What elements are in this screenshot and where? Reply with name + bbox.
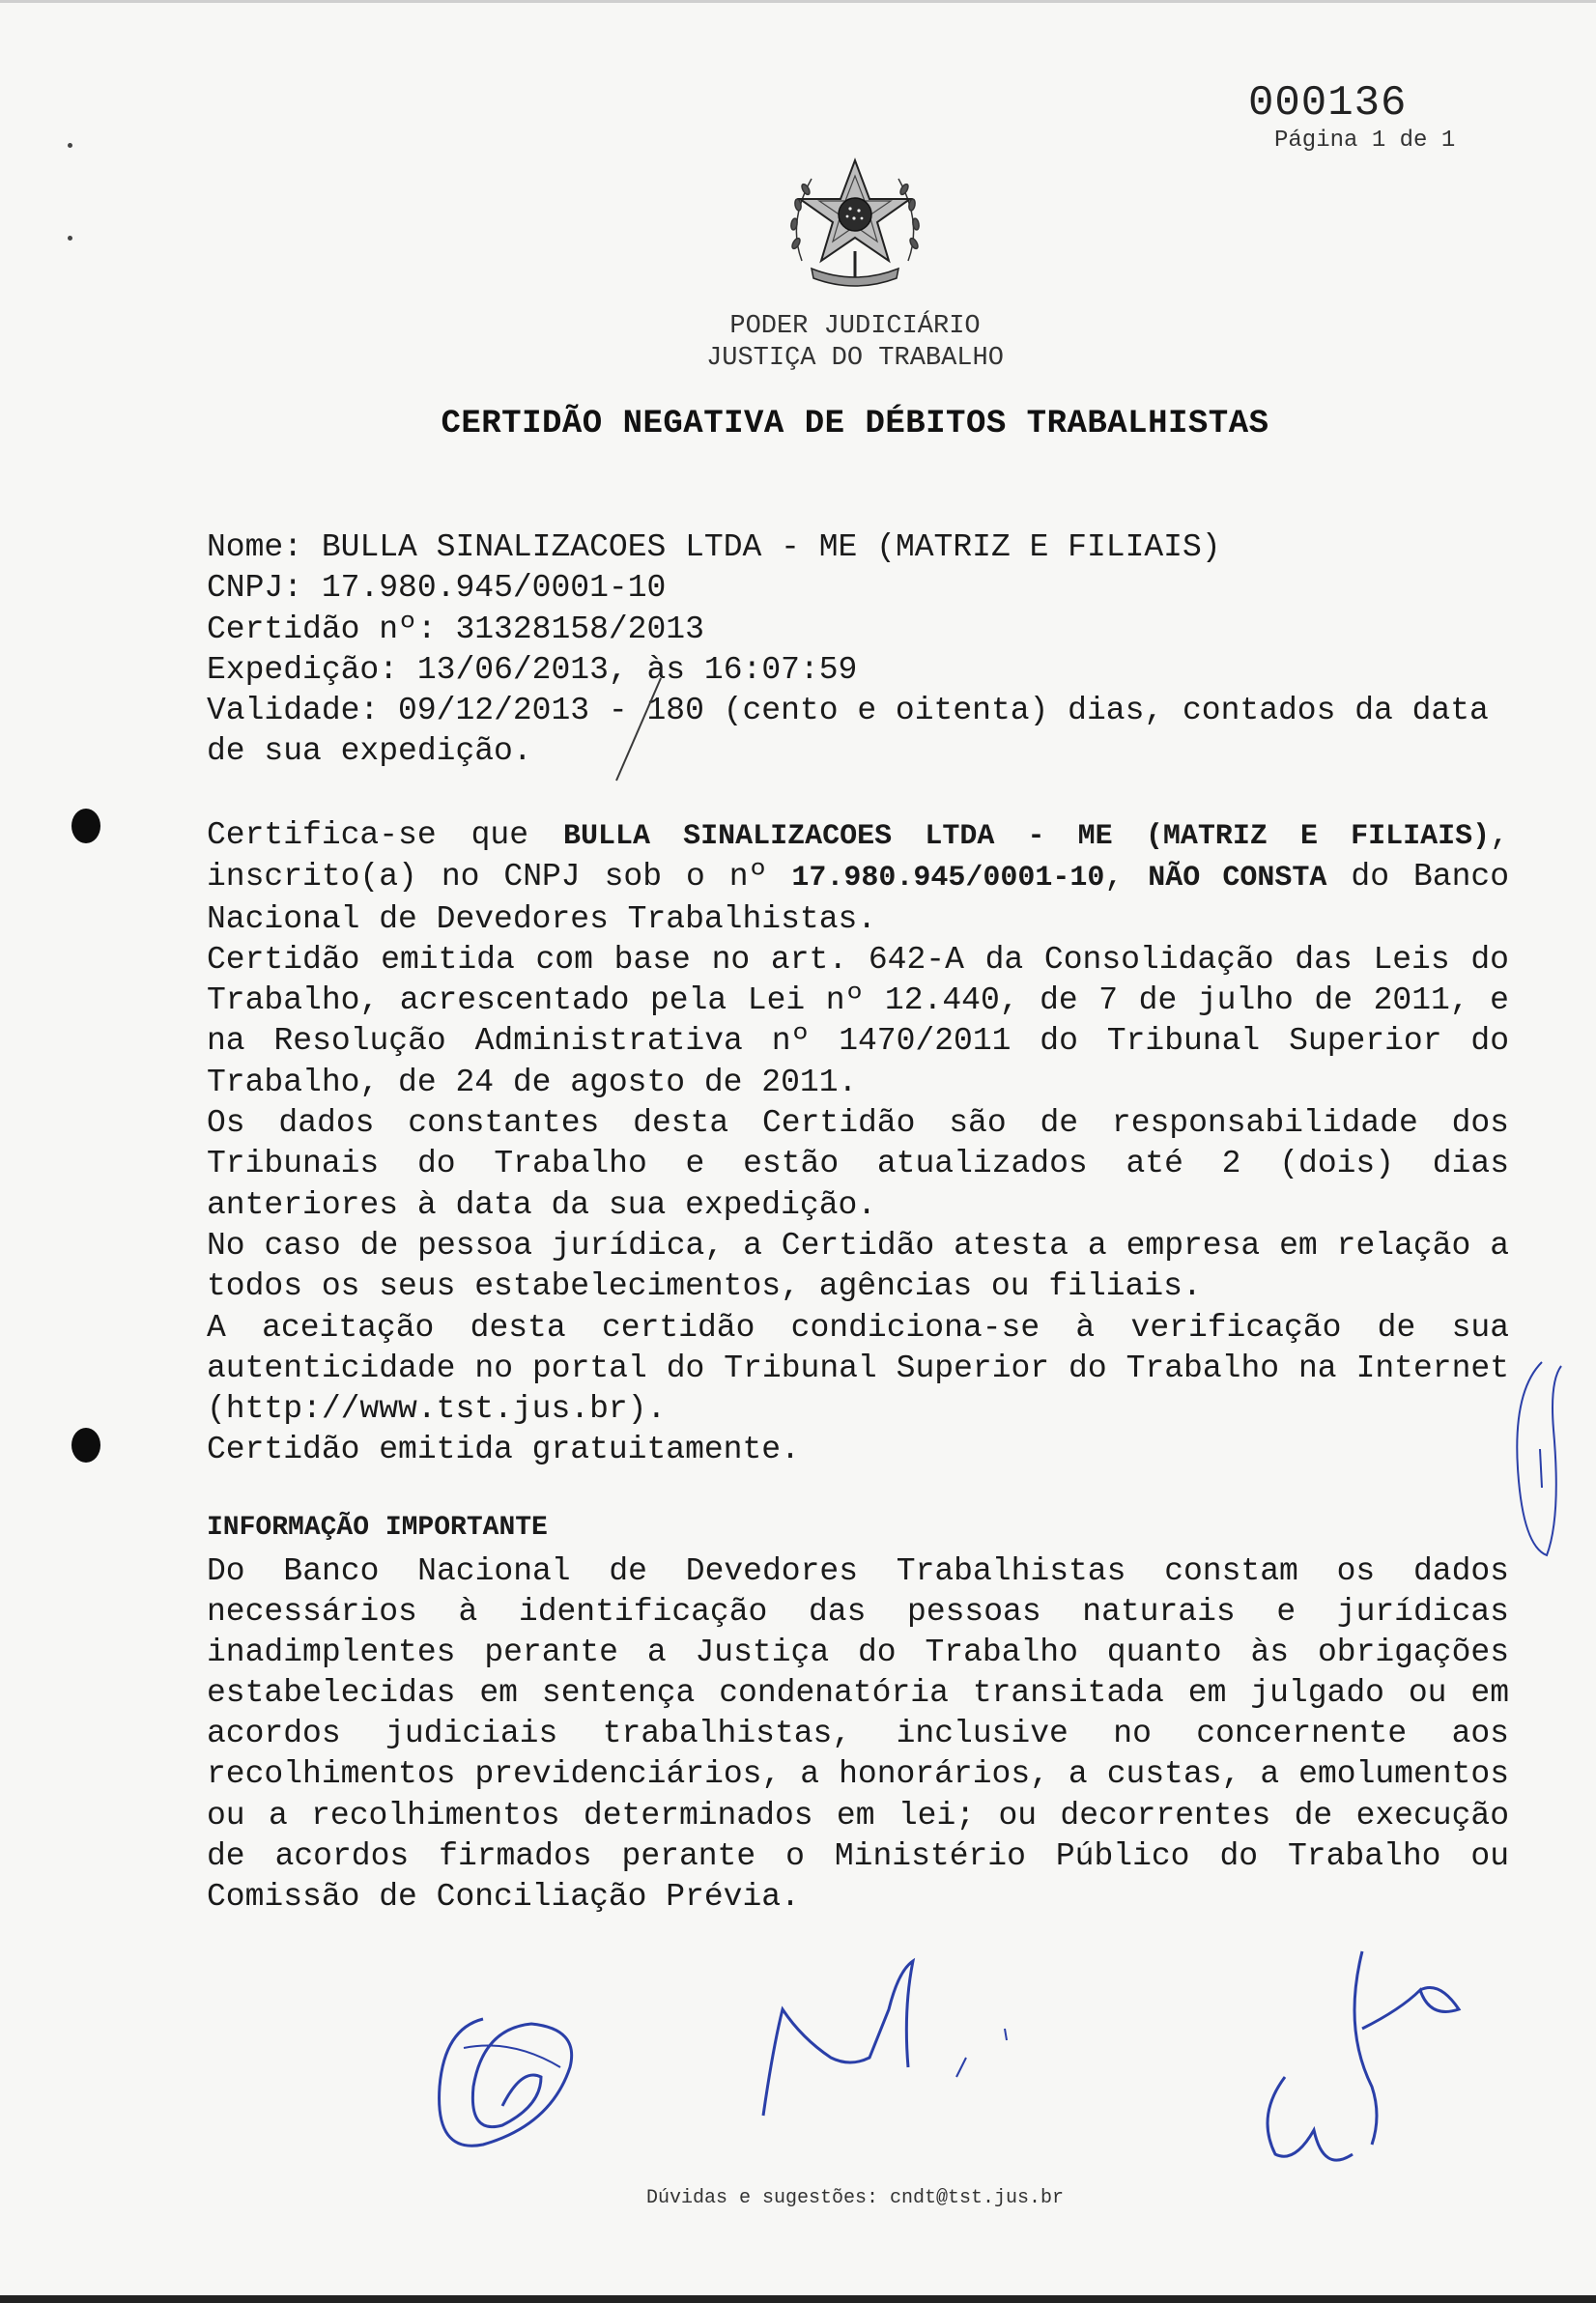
institution-line-1: PODER JUDICIÁRIO xyxy=(729,312,981,341)
important-information xyxy=(207,1551,1509,1918)
signature-3 xyxy=(1227,1922,1478,2178)
nome-label: Nome: xyxy=(207,529,303,565)
certidao-value: 31328158/2013 xyxy=(455,611,704,647)
document-title: CERTIDÃO NEGATIVA DE DÉBITOS TRABALHISTAS xyxy=(441,406,1269,442)
signature-2 xyxy=(744,1951,1053,2130)
status-bold: NÃO CONSTA xyxy=(1148,862,1327,896)
scan-edge-bottom xyxy=(0,2295,1596,2303)
certificate-body xyxy=(207,815,1509,1471)
certidao-label: Certidão nº: xyxy=(207,611,437,647)
cnpj-value: 17.980.945/0001-10 xyxy=(321,570,667,607)
field-expedicao xyxy=(207,650,1511,691)
certificate-fields xyxy=(207,527,1511,773)
body-text-span: , inscrito(a) no CNPJ sob o nº xyxy=(207,817,1510,896)
important-heading: INFORMAÇÃO IMPORTANTE xyxy=(207,1513,548,1543)
body-paragraph-authenticity: A aceitação desta certidão condiciona-se à verificação de sua autenticidade no portal do Tribunal Superior do Trabalho na Internet (http://www.tst.jus.br). xyxy=(207,1309,1509,1428)
margin-initial xyxy=(1503,1352,1571,1579)
scan-speck xyxy=(68,236,72,241)
important-paragraph: Do Banco Nacional de Devedores Trabalhistas constam os dados necessários à identificação das pessoas naturais e jurídicas inadimplentes perante a Justiça do Trabalho quanto às obrigações estabelecidas em sentença condenatória transitada em julgado ou em acordos judiciais trabalhistas, inclusive no concernente aos recolhimentos previdenciários, a honorários, a custas, a emolumentos ou a recolhimentos determinados em lei; ou decorrentes de execução de acordos firmados perante o Ministério Público do Trabalho ou Comissão de Conciliação Prévia. xyxy=(207,1553,1509,1915)
field-certidao xyxy=(207,610,1511,650)
institution-line-2: JUSTIÇA DO TRABALHO xyxy=(706,344,1004,373)
body-paragraph-legal-basis: Certidão emitida com base no art. 642-A da Consolidação das Leis do Trabalho, acrescentado pela Lei nº 12.440, de 7 de julho de 2011, e na Resolução Administrativa nº 1470/2011 do Tribunal Superior do Trabalho, de 24 de agosto de 2011. xyxy=(207,941,1509,1100)
field-nome xyxy=(207,527,1511,568)
pen-mark-slash xyxy=(609,672,667,793)
footer-contact: Dúvidas e sugestões: cndt@tst.jus.br xyxy=(645,2187,1065,2209)
nome-value: BULLA SINALIZACOES LTDA - ME (MATRIZ E FILIAIS) xyxy=(321,529,1221,565)
cnpj-label: CNPJ: xyxy=(207,570,303,607)
body-paragraph-data-responsibility: Os dados constantes desta Certidão são de responsabilidade dos Tribunais do Trabalho e estão atualizados até 2 (dois) dias anteriores à data da sua expedição. xyxy=(207,1105,1509,1223)
body-paragraph-free: Certidão emitida gratuitamente. xyxy=(207,1432,800,1468)
body-paragraph-certifies xyxy=(207,815,1509,940)
scan-edge-top xyxy=(0,0,1596,3)
validade-value: 09/12/2013 - 180 (cento e oitenta) dias, contados da data xyxy=(398,693,1489,729)
punch-hole xyxy=(71,1428,100,1463)
expedicao-label: Expedição: xyxy=(207,651,399,688)
page-indicator: Página 1 de 1 xyxy=(1274,128,1456,154)
punch-hole xyxy=(71,809,100,843)
body-paragraph-legal-entity: No caso de pessoa jurídica, a Certidão atesta a empresa em relação a todos os seus estabelecimentos, agências ou filiais. xyxy=(207,1227,1509,1305)
body-text-span: do Banco Nacional de Devedores Trabalhistas. xyxy=(207,859,1510,937)
sheet-number: 000136 xyxy=(1248,79,1408,128)
field-cnpj xyxy=(207,568,1511,609)
validade-label: Validade: xyxy=(207,693,380,729)
brazil-coat-of-arms-icon xyxy=(783,155,927,290)
field-validade-continued: de sua expedição. xyxy=(207,733,532,770)
expedicao-value: 13/06/2013, às 16:07:59 xyxy=(416,651,858,688)
body-text-span: , xyxy=(1104,859,1149,896)
company-name-bold: BULLA SINALIZACOES LTDA - ME (MATRIZ E FILIAIS) xyxy=(562,820,1491,853)
cnpj-bold: 17.980.945/0001-10 xyxy=(791,862,1105,896)
field-validade xyxy=(207,691,1511,731)
body-text-span: Certifica-se que xyxy=(207,817,563,853)
signature-1 xyxy=(425,2009,609,2169)
institution-block xyxy=(0,311,1596,375)
scan-speck xyxy=(68,143,72,148)
